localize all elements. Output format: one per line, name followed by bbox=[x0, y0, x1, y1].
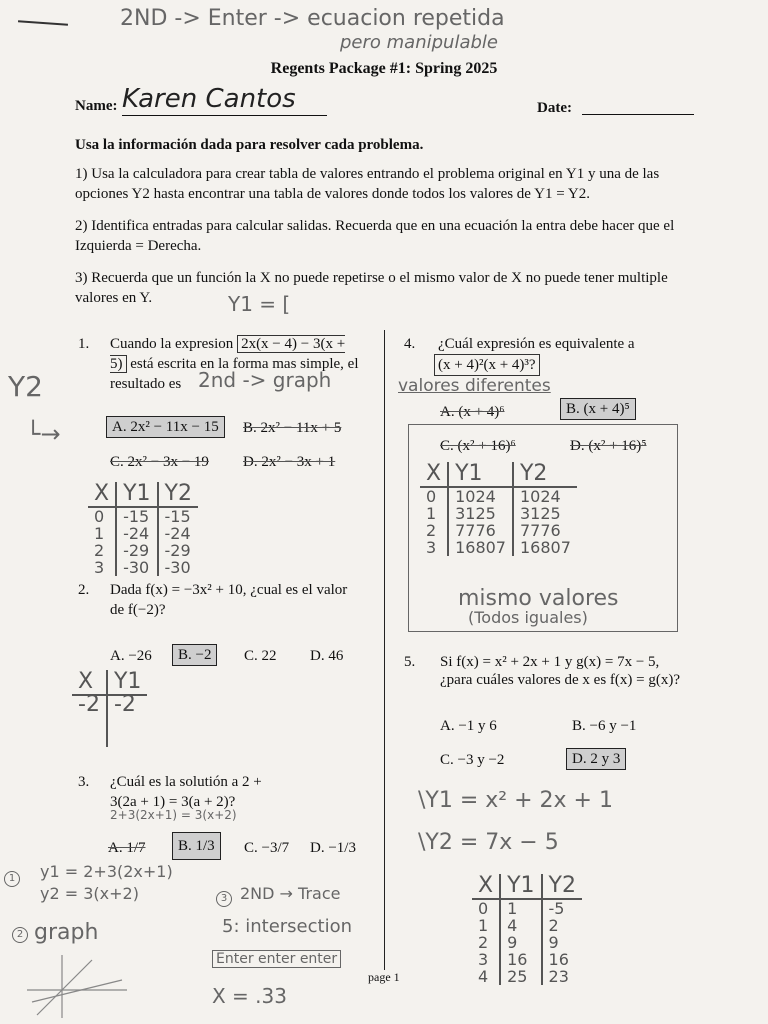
instruction-1: 1) Usa la calculadora para crear tabla de valores entrando el problema original en Y1 y una de las opciones Y2 hasta encontrar una tabla de valores donde todos los valores de Y1 = Y2. bbox=[75, 166, 660, 202]
top-note bbox=[120, 6, 505, 31]
q4-number: 4. bbox=[404, 336, 416, 352]
table-cell: 2 bbox=[542, 917, 582, 934]
table-row bbox=[88, 559, 198, 576]
table-header-row bbox=[472, 874, 582, 899]
q1-text-a: Cuando la expresion bbox=[110, 336, 234, 352]
q4-note: valores diferentes bbox=[398, 376, 551, 396]
q3-note-step-1 bbox=[4, 870, 20, 887]
q1-note: 2nd -> graph bbox=[198, 368, 332, 392]
q5-option-d[interactable]: D. 2 y 3 bbox=[566, 748, 626, 770]
table-row bbox=[472, 917, 582, 934]
instructions-heading: Usa la información dada para resolver cada problema. bbox=[75, 137, 424, 153]
table-cell: 16807 bbox=[448, 539, 513, 556]
pen-dash bbox=[18, 20, 68, 25]
page-title: Regents Package #1: Spring 2025 bbox=[270, 60, 498, 77]
table-row bbox=[420, 522, 577, 539]
instruction-3: 3) Recuerda que un función la X no puede repetirse o el mismo valor de X no puede tener multiple valores en Y. bbox=[75, 270, 668, 306]
q4-option-d[interactable]: D. (x² + 16)⁵ bbox=[570, 438, 647, 454]
page-footer: page 1 bbox=[368, 970, 400, 984]
note-y1: Y1 = [ bbox=[228, 292, 291, 316]
table-cell: 9 bbox=[542, 934, 582, 951]
q1-option-b[interactable]: B. 2x² − 11x + 5 bbox=[243, 420, 342, 436]
q2-option-a[interactable]: A. −26 bbox=[110, 648, 152, 664]
table-row bbox=[472, 968, 582, 985]
q5-number: 5. bbox=[404, 654, 416, 670]
table-cell: -2 bbox=[78, 692, 100, 717]
table-row bbox=[472, 934, 582, 951]
q3-text: ¿Cuál es la solutión a 2 + 3(2a + 1) = 3(a + 2)? bbox=[110, 774, 262, 810]
table-row bbox=[72, 695, 147, 747]
table-cell: 1 bbox=[426, 504, 437, 523]
instruction-2: 2) Identifica entradas para calcular salidas. Recuerda que en una ecuación la entra debe hacer que el Izquierda = Derecha. bbox=[75, 218, 675, 254]
q5-text-a: Si f(x) = x² + 2x + 1 y g(x) = 7x − 5, bbox=[440, 654, 660, 670]
table-cell: 4 bbox=[478, 967, 489, 986]
q3-note-step-3 bbox=[216, 890, 232, 907]
table-head-cell: Y2 bbox=[513, 462, 577, 487]
q2-option-d[interactable]: D. 46 bbox=[310, 648, 344, 664]
q4-option-c[interactable]: C. (x² + 16)⁶ bbox=[440, 438, 516, 454]
table-head-cell: X bbox=[472, 874, 500, 899]
table-row bbox=[88, 525, 198, 542]
table-head-cell: Y1 bbox=[107, 670, 147, 695]
q3-note-graph: graph bbox=[34, 920, 99, 945]
q1-option-c[interactable]: C. 2x² − 3x − 19 bbox=[110, 454, 209, 470]
q3-note-answer: X = .33 bbox=[212, 984, 287, 1008]
q5-option-a[interactable]: A. −1 y 6 bbox=[440, 718, 497, 734]
table-row bbox=[472, 951, 582, 968]
table-row bbox=[420, 539, 577, 556]
table-header-row bbox=[88, 482, 198, 507]
table-cell: 3 bbox=[478, 950, 489, 969]
table-cell: 1 bbox=[94, 524, 105, 543]
q2-text: Dada f(x) = −3x² + 10, ¿cual es el valor de f(−2)? bbox=[110, 582, 348, 618]
q5-eq1: \Y1 = x² + 2x + 1 bbox=[418, 788, 613, 813]
q1-option-a[interactable]: A. 2x² − 11x − 15 bbox=[106, 416, 225, 438]
table-cell: 1024 bbox=[513, 487, 577, 505]
step-2-marker: 2 bbox=[12, 927, 28, 943]
table-cell: 2 bbox=[426, 521, 437, 540]
table-head-cell: Y1 bbox=[500, 874, 541, 899]
q1-option-d[interactable]: D. 2x² − 3x + 1 bbox=[243, 454, 336, 470]
name-label: Name: bbox=[75, 98, 118, 114]
table-cell: 0 bbox=[426, 487, 437, 506]
q1-text-b: está escrita en la forma mas simple, el resultado es bbox=[110, 356, 359, 392]
q1-number: 1. bbox=[78, 336, 90, 352]
table-cell: -2 bbox=[107, 695, 147, 747]
top-note-2: pero manipulable bbox=[340, 32, 498, 53]
table-cell: 7776 bbox=[448, 522, 513, 539]
q5-eq2: \Y2 = 7x − 5 bbox=[418, 830, 559, 855]
table-cell: -15 bbox=[158, 507, 198, 525]
q3-option-c[interactable]: C. −3/7 bbox=[244, 840, 290, 856]
q4-option-a[interactable]: A. (x + 4)⁶ bbox=[440, 404, 505, 420]
q4-box-note-2: (Todos iguales) bbox=[468, 608, 588, 627]
table-cell: 25 bbox=[500, 968, 541, 985]
q2-option-c[interactable]: C. 22 bbox=[244, 648, 277, 664]
table-head-cell: X bbox=[88, 482, 116, 507]
q3-work: 2+3(2x+1) = 3(x+2) bbox=[110, 808, 237, 822]
table-cell: -5 bbox=[542, 899, 582, 917]
q2-option-b[interactable]: B. −2 bbox=[172, 644, 217, 666]
q3-note-enter: Enter enter enter bbox=[212, 950, 341, 968]
name-line bbox=[122, 115, 327, 116]
table-row bbox=[420, 505, 577, 522]
table-cell: -15 bbox=[116, 507, 157, 525]
table-cell: 16807 bbox=[513, 539, 577, 556]
q3-note-y2: y2 = 3(x+2) bbox=[40, 884, 139, 903]
table-row bbox=[88, 507, 198, 525]
table-row bbox=[88, 542, 198, 559]
q4-table bbox=[420, 462, 577, 556]
note-arrow: └→ bbox=[26, 420, 61, 448]
name-value: Karen Cantos bbox=[122, 84, 296, 114]
q4-text: ¿Cuál expresión es equivalente a bbox=[438, 336, 635, 352]
top-note-line-1: 2ND -> Enter -> ecuacion repetida bbox=[120, 6, 505, 31]
table-cell: 3125 bbox=[513, 505, 577, 522]
q3-note-intersection: 5: intersection bbox=[222, 916, 353, 937]
q2-number: 2. bbox=[78, 582, 90, 598]
q1-expression: 2x(x − 4) − 3(x + 5) bbox=[110, 336, 346, 372]
table-cell: -29 bbox=[116, 542, 157, 559]
table-cell: -30 bbox=[158, 559, 198, 576]
table-row bbox=[420, 487, 577, 505]
table-cell: 23 bbox=[542, 968, 582, 985]
date-label: Date: bbox=[537, 100, 572, 116]
table-head-cell: Y2 bbox=[542, 874, 582, 899]
table-cell: 4 bbox=[500, 917, 541, 934]
step-1-marker: 1 bbox=[4, 871, 20, 887]
table-cell: 9 bbox=[500, 934, 541, 951]
table-cell: -24 bbox=[116, 525, 157, 542]
q3-option-d[interactable]: D. −1/3 bbox=[310, 840, 356, 856]
q4-option-b[interactable]: B. (x + 4)⁵ bbox=[560, 398, 636, 420]
q3-number: 3. bbox=[78, 774, 90, 790]
q5-option-c[interactable]: C. −3 y −2 bbox=[440, 752, 505, 768]
q3-option-b[interactable]: B. 1/3 bbox=[172, 832, 221, 860]
table-header-row bbox=[420, 462, 577, 487]
date-line bbox=[582, 114, 694, 115]
table-cell: 1 bbox=[478, 916, 489, 935]
table-row bbox=[472, 899, 582, 917]
q5-table bbox=[472, 874, 582, 985]
q3-note-y1: y1 = 2+3(2x+1) bbox=[40, 862, 173, 881]
q3-note-trace: 2ND → Trace bbox=[240, 884, 341, 903]
q1-table bbox=[88, 482, 198, 576]
table-cell: 1024 bbox=[448, 487, 513, 505]
table-cell: 1 bbox=[500, 899, 541, 917]
table-cell: 3 bbox=[94, 558, 105, 577]
step-3-marker: 3 bbox=[216, 891, 232, 907]
graph-sketch bbox=[22, 950, 132, 1020]
q2-table bbox=[72, 670, 147, 747]
q3-option-a[interactable]: A. 1/7 bbox=[108, 840, 146, 856]
table-cell: -24 bbox=[158, 525, 198, 542]
table-head-cell: Y1 bbox=[448, 462, 513, 487]
table-cell: 7776 bbox=[513, 522, 577, 539]
column-divider bbox=[384, 330, 385, 970]
table-cell: 2 bbox=[478, 933, 489, 952]
table-head-cell: X bbox=[72, 670, 107, 695]
table-cell: 2 bbox=[94, 541, 105, 560]
q5-text-b: ¿para cuáles valores de x es f(x) = g(x)? bbox=[440, 672, 681, 688]
table-cell: -29 bbox=[158, 542, 198, 559]
table-head-cell: X bbox=[420, 462, 448, 487]
table-cell: 16 bbox=[500, 951, 541, 968]
table-head-cell: Y2 bbox=[158, 482, 198, 507]
q4-box-note-1: mismo valores bbox=[458, 586, 619, 611]
table-cell: 16 bbox=[542, 951, 582, 968]
table-cell: 0 bbox=[478, 899, 489, 918]
table-head-cell: Y1 bbox=[116, 482, 157, 507]
table-cell: 3 bbox=[426, 538, 437, 557]
q5-option-b[interactable]: B. −6 y −1 bbox=[572, 718, 637, 734]
table-cell: 3125 bbox=[448, 505, 513, 522]
table-cell: -30 bbox=[116, 559, 157, 576]
note-y2: Y2 bbox=[8, 370, 43, 403]
table-cell: 0 bbox=[94, 507, 105, 526]
q3-note-step-2 bbox=[12, 926, 28, 943]
q4-expression: (x + 4)²(x + 4)³? bbox=[434, 354, 540, 376]
